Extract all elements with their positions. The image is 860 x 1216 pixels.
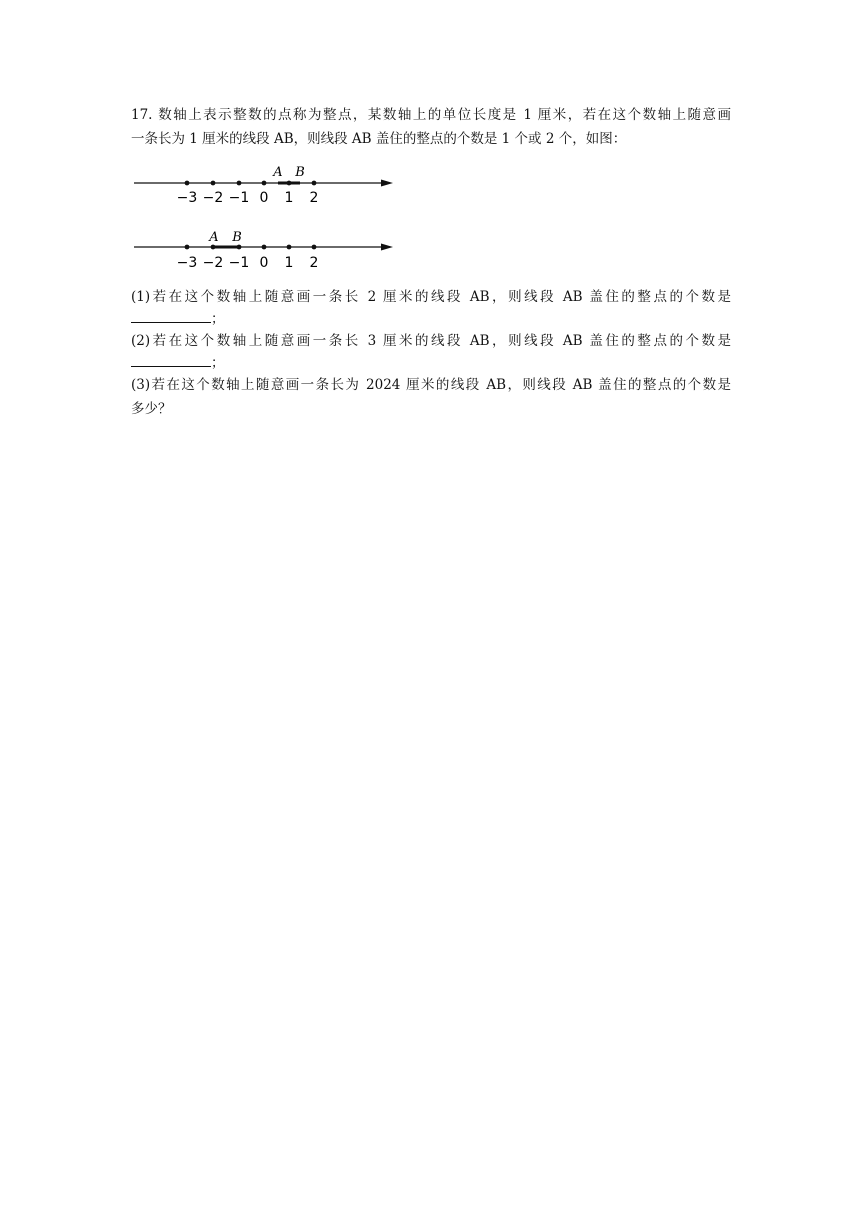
number-line-1-label-a: A <box>273 165 283 180</box>
number-line-1-point-0 <box>262 181 267 186</box>
question-2-line-1: (2)若在这个数轴上随意画一条长 3 厘米的线段 AB，则线段 AB 盖住的整点的个数是 <box>131 333 731 349</box>
number-line-2-tick-label: −1 <box>228 255 250 271</box>
number-line-2-label-b: B <box>232 230 242 245</box>
number-line-2-point-2 <box>312 245 317 250</box>
number-line-2-tick-label: 1 <box>284 255 294 271</box>
question-1-line-2 <box>131 310 731 328</box>
number-line-1-tick-label: 0 <box>259 190 269 206</box>
question-1-answer-blank[interactable] <box>131 310 211 323</box>
question-1-line-1: (1)若在这个数轴上随意画一条长 2 厘米的线段 AB，则线段 AB 盖住的整点的个数是 <box>131 289 731 305</box>
number-line-1-tick-label: −3 <box>176 190 198 206</box>
number-line-1-tick-label: −2 <box>202 190 224 206</box>
number-line-1-point-1 <box>287 181 292 186</box>
number-line-2-point-neg2 <box>211 245 216 250</box>
number-line-2-arrow <box>381 244 393 251</box>
number-line-1-tick-label: 2 <box>309 190 319 206</box>
number-line-1-svg <box>131 160 401 210</box>
number-line-2-tick-label: −2 <box>202 255 224 271</box>
number-line-2-tick-label: −3 <box>176 255 198 271</box>
number-line-2-point-neg1 <box>237 245 242 250</box>
number-line-1-tick-label: 1 <box>284 190 294 206</box>
number-line-2-point-neg3 <box>185 245 190 250</box>
problem-intro-line-1: 17. 数轴上表示整数的点称为整点，某数轴上的单位长度是 1 厘米，若在这个数轴上随意画 <box>131 107 731 123</box>
number-line-1-arrow <box>381 180 393 187</box>
number-line-2-tick-label: 2 <box>309 255 319 271</box>
number-line-figure-2 <box>131 225 401 279</box>
question-2-answer-blank[interactable] <box>131 354 211 367</box>
question-1-tail: ； <box>211 311 225 327</box>
number-line-2-point-1 <box>287 245 292 250</box>
number-line-figure-1 <box>131 160 401 214</box>
question-2-tail: ； <box>211 355 225 371</box>
question-3-line-2: 多少？ <box>131 401 172 417</box>
question-3-line-1: (3)若在这个数轴上随意画一条长为 2024 厘米的线段 AB，则线段 AB 盖住的整点的个数是 <box>131 377 731 393</box>
question-2-line-2 <box>131 354 731 372</box>
number-line-2-label-a: A <box>209 230 219 245</box>
number-line-1-tick-label: −1 <box>228 190 250 206</box>
number-line-2-svg <box>131 225 401 275</box>
number-line-1-point-2 <box>312 181 317 186</box>
number-line-2-tick-label: 0 <box>259 255 269 271</box>
problem-intro-line-2: 一条长为 1 厘米的线段 AB，则线段 AB 盖住的整点的个数是 1 个或 2 个，如图： <box>131 131 627 147</box>
number-line-1-point-neg3 <box>185 181 190 186</box>
number-line-2-point-0 <box>262 245 267 250</box>
number-line-1-label-b: B <box>295 165 305 180</box>
number-line-1-point-neg1 <box>237 181 242 186</box>
number-line-1-point-neg2 <box>211 181 216 186</box>
